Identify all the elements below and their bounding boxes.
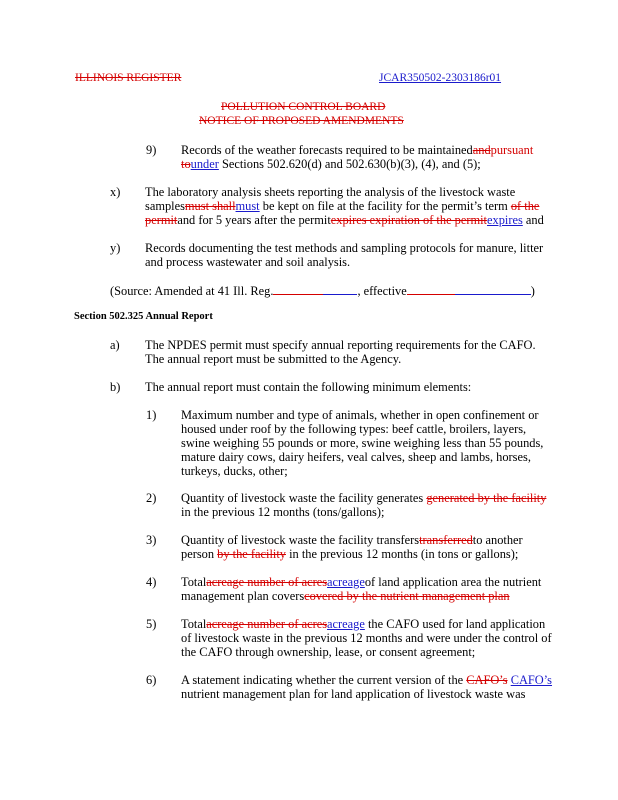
sub-1-line-1: Maximum number and type of animals, whether in open confinement or (181, 408, 539, 422)
item-x-line-1: The laboratory analysis sheets reporting the analysis of the livestock waste (145, 185, 516, 199)
sub-1-line-2: housed under roof by the following types: beef cattle, broilers, layers, (181, 422, 527, 436)
item-x-line-3: permitand for 5 years after the permitexpires expiration of the permitexpires and (145, 213, 544, 227)
sub-6-number: 6) (146, 673, 157, 687)
item-y-line-1: Records documenting the test methods and sampling protocols for manure, litter (145, 241, 544, 255)
sub-1-line-5: turkeys, ducks, other; (181, 464, 288, 478)
section-heading: Section 502.325 Annual Report (74, 311, 213, 322)
source-line: (Source: Amended at 41 Ill. Reg. , effective ) (110, 284, 535, 298)
sub-4-line-2: management plan coverscovered by the nutrient management plan (181, 589, 510, 603)
sub-1-line-4: mature dairy cows, dairy heifers, veal calves, sheep and lambs, horses, (181, 450, 531, 464)
sub-1-line-3: swine weighing 55 pounds or more, swine weighing less than 55 pounds, (181, 436, 544, 450)
item-b-number: b) (110, 380, 121, 394)
sub-2-number: 2) (146, 491, 157, 505)
sub-5-line-3: the CAFO through ownership, lease, or consent agreement; (181, 645, 476, 659)
item-x-line-2: samplesmust shallmust be kept on file at the facility for the permit’s term of the (145, 199, 540, 213)
sub-3-line-2: person by the facility in the previous 12 months (in tons or gallons); (181, 547, 519, 561)
sub-6-line-1: A statement indicating whether the current version of the CAFO’s CAFO’s (181, 673, 553, 687)
item-9-line-2: tounder Sections 502.620(d) and 502.630(b)(3), (4), and (5); (181, 157, 481, 171)
sub-6-line-2: nutrient management plan for land application of livestock waste was (181, 687, 526, 701)
board-title: POLLUTION CONTROL BOARD (221, 101, 386, 113)
item-b-line-1: The annual report must contain the following minimum elements: (145, 380, 472, 394)
item-x-number: x) (110, 185, 121, 199)
sub-4-line-1: Totalacreage number of acresacreageof land application area the nutrient (181, 575, 542, 589)
sub-3-line-1: Quantity of livestock waste the facility transferstransferredto another (181, 533, 523, 547)
sub-1-number: 1) (146, 408, 157, 422)
sub-5-line-2: of livestock waste in the previous 12 months and were under the control of (181, 631, 552, 645)
item-y-line-2: and process wastewater and soil analysis. (145, 255, 351, 269)
item-a-number: a) (110, 338, 120, 352)
sub-2-line-2: in the previous 12 months (tons/gallons); (181, 505, 385, 519)
item-a-line-1: The NPDES permit must specify annual reporting requirements for the CAFO. (145, 338, 536, 352)
register-header-deleted: ILLINOIS REGISTER (75, 72, 182, 84)
item-y-number: y) (110, 241, 121, 255)
sub-2-line-1: Quantity of livestock waste the facility generates generated by the facility (181, 491, 547, 505)
item-9-number: 9) (146, 143, 157, 157)
sub-3-number: 3) (146, 533, 157, 547)
sub-5-line-1: Totalacreage number of acresacreage the CAFO used for land application (181, 617, 546, 631)
notice-title: NOTICE OF PROPOSED AMENDMENTS (199, 115, 404, 127)
sub-4-number: 4) (146, 575, 157, 589)
jcar-code: JCAR350502-2303186r01 (379, 72, 502, 84)
item-a-line-2: The annual report must be submitted to the Agency. (145, 352, 402, 366)
sub-5-number: 5) (146, 617, 157, 631)
item-9-line-1: Records of the weather forecasts required to be maintainedandpursuant (181, 143, 534, 157)
